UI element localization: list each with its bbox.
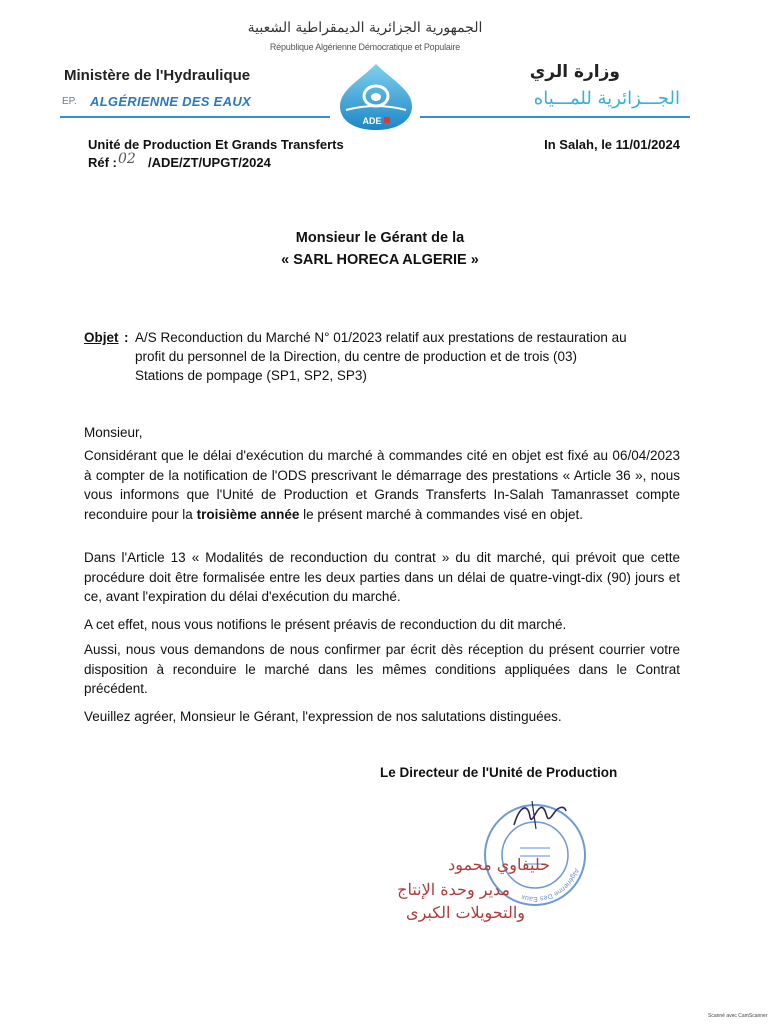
ade-name-arabic: الجـــزائرية للمـــياه <box>533 88 680 109</box>
paragraph-4: Aussi, nous vous demandons de nous confirmer par écrit dès réception du présent courrier votre disposition à reconduire le marché dans les mêmes conditions appliquées dans le Contrat précédent. <box>84 642 680 696</box>
signatory-role-arabic-2: والتحويلات الكبرى <box>406 903 525 922</box>
object-text-line-3: Stations de pompage (SP1, SP2, SP3) <box>135 368 367 383</box>
object-label: Objet <box>84 330 119 345</box>
object-text-line-1: A/S Reconduction du Marché N° 01/2023 relatif aux prestations de restauration au <box>135 330 627 345</box>
object-colon: : <box>124 330 129 345</box>
recipient-line-1: Monsieur le Gérant de la <box>295 230 465 246</box>
signatory-name-arabic: حليفاوي محمود <box>448 855 550 874</box>
scan-watermark: Scanné avec CamScanner <box>708 1013 768 1019</box>
reference-label: Réf : <box>88 155 117 170</box>
paragraph-5: Veuillez agréer, Monsieur le Gérant, l'expression de nos salutations distinguées. <box>84 709 562 724</box>
paragraph-3: A cet effet, nous vous notifions le présent préavis de reconduction du dit marché. <box>84 617 567 632</box>
salutation: Monsieur, <box>84 425 143 440</box>
ade-logo <box>332 60 420 134</box>
paragraph-1-part-a: Considérant que le délai d'exécution du marché à commandes cité en objet est fixé au 06/04/2023 à compter de la notification de l'ODS prescrivant le démarrage des prestations « Article 36 », nous vous informons que l'Unité de Production et Grands Transferts In-Salah Tamanrasset compte reconduire pour la <box>84 448 680 522</box>
republic-title-french: République Algérienne Démocratique et Populaire <box>269 42 461 52</box>
stamp-text: Algérienne Des Eaux <box>520 867 580 903</box>
ministry-name-arabic: وزارة الري <box>529 62 620 82</box>
paragraph-2: Dans l'Article 13 « Modalités de reconduction du contrat » du dit marché, qui prévoit que cette procédure doit être formalisée entre les deux parties dans un délai de quatre-vingt-dix (90) jours et ce, avant l'expiration du délai d'exécution du marché. <box>84 550 680 604</box>
paragraph-1 <box>84 446 680 524</box>
reference-number-handwritten: 02 <box>118 151 136 167</box>
object-text-line-2: profit du personnel de la Direction, du centre de production et de trois (03) <box>135 349 578 364</box>
paragraph-1-part-b: le présent marché à commandes visé en objet. <box>299 506 584 522</box>
ade-logo-text: ADE <box>362 116 382 126</box>
ministry-name-french: Ministère de l'Hydraulique <box>64 67 251 84</box>
issuing-unit: Unité de Production Et Grands Transferts <box>88 137 344 152</box>
handwritten-signature <box>510 795 570 835</box>
paragraph-1-emphasis: troisième année <box>196 506 300 522</box>
header-rule-left <box>60 116 330 118</box>
ade-name-french: ALGÉRIENNE DES EAUX <box>90 94 252 109</box>
ade-prefix: EP. <box>62 96 77 107</box>
reference-code: /ADE/ZT/UPGT/2024 <box>148 155 271 170</box>
signatory-title: Le Directeur de l'Unité de Production <box>380 765 618 780</box>
recipient-line-2: « SARL HORECA ALGERIE » <box>281 252 479 268</box>
signatory-role-arabic-1: مدير وحدة الإنتاج <box>397 880 510 899</box>
republic-title-arabic: الجمهورية الجزائرية الديمقراطية الشعبية <box>247 20 483 36</box>
place-and-date: In Salah, le 11/01/2024 <box>544 137 680 152</box>
header-rule-right <box>420 116 690 118</box>
